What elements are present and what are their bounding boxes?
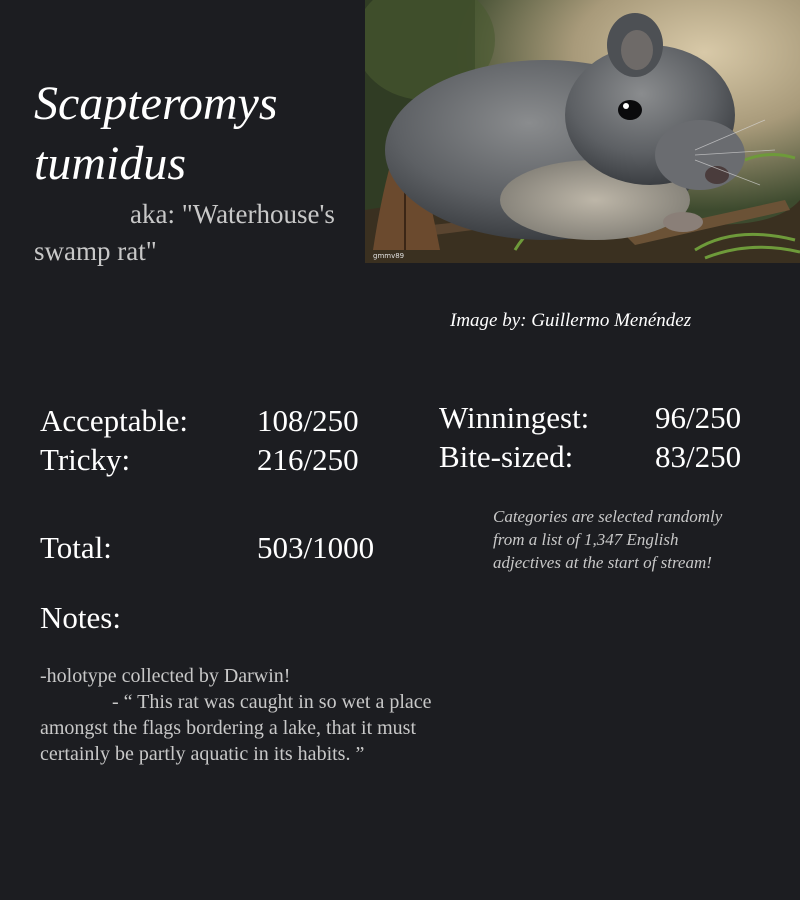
scientific-name-species: tumidus bbox=[34, 137, 187, 190]
winningest-label: Winningest: bbox=[439, 400, 590, 435]
scientific-name-genus: Scapteromys bbox=[34, 77, 278, 130]
scientific-name bbox=[34, 74, 364, 194]
rat-photo bbox=[365, 0, 800, 263]
total-value: 503/1000 bbox=[257, 530, 375, 565]
acceptable-label: Acceptable: bbox=[40, 403, 189, 438]
tricky-label: Tricky: bbox=[40, 442, 131, 477]
photo-watermark: gmmv89 bbox=[373, 252, 405, 260]
winningest-value: 96/250 bbox=[655, 400, 742, 435]
notes-line-darwin: -holotype collected by Darwin! bbox=[40, 665, 291, 687]
acceptable-value: 108/250 bbox=[257, 403, 359, 438]
notes-heading: Notes: bbox=[40, 600, 121, 635]
image-credit: Image by: Guillermo Menéndez bbox=[450, 310, 692, 331]
tricky-value: 216/250 bbox=[257, 442, 359, 477]
notes-quote: - “ This rat was caught in so wet a place amongst the flags bordering a lake, that it must certainly be partly aquatic in its habits. ” bbox=[40, 691, 432, 765]
categories-note: Categories are selected randomly from a list of 1,347 English adjectives at the start of stream! bbox=[493, 507, 723, 572]
common-name: aka: "Waterhouse's swamp rat" bbox=[34, 199, 335, 266]
bite-sized-value: 83/250 bbox=[655, 439, 742, 474]
total-label: Total: bbox=[40, 530, 112, 565]
bite-sized-label: Bite-sized: bbox=[439, 439, 574, 474]
